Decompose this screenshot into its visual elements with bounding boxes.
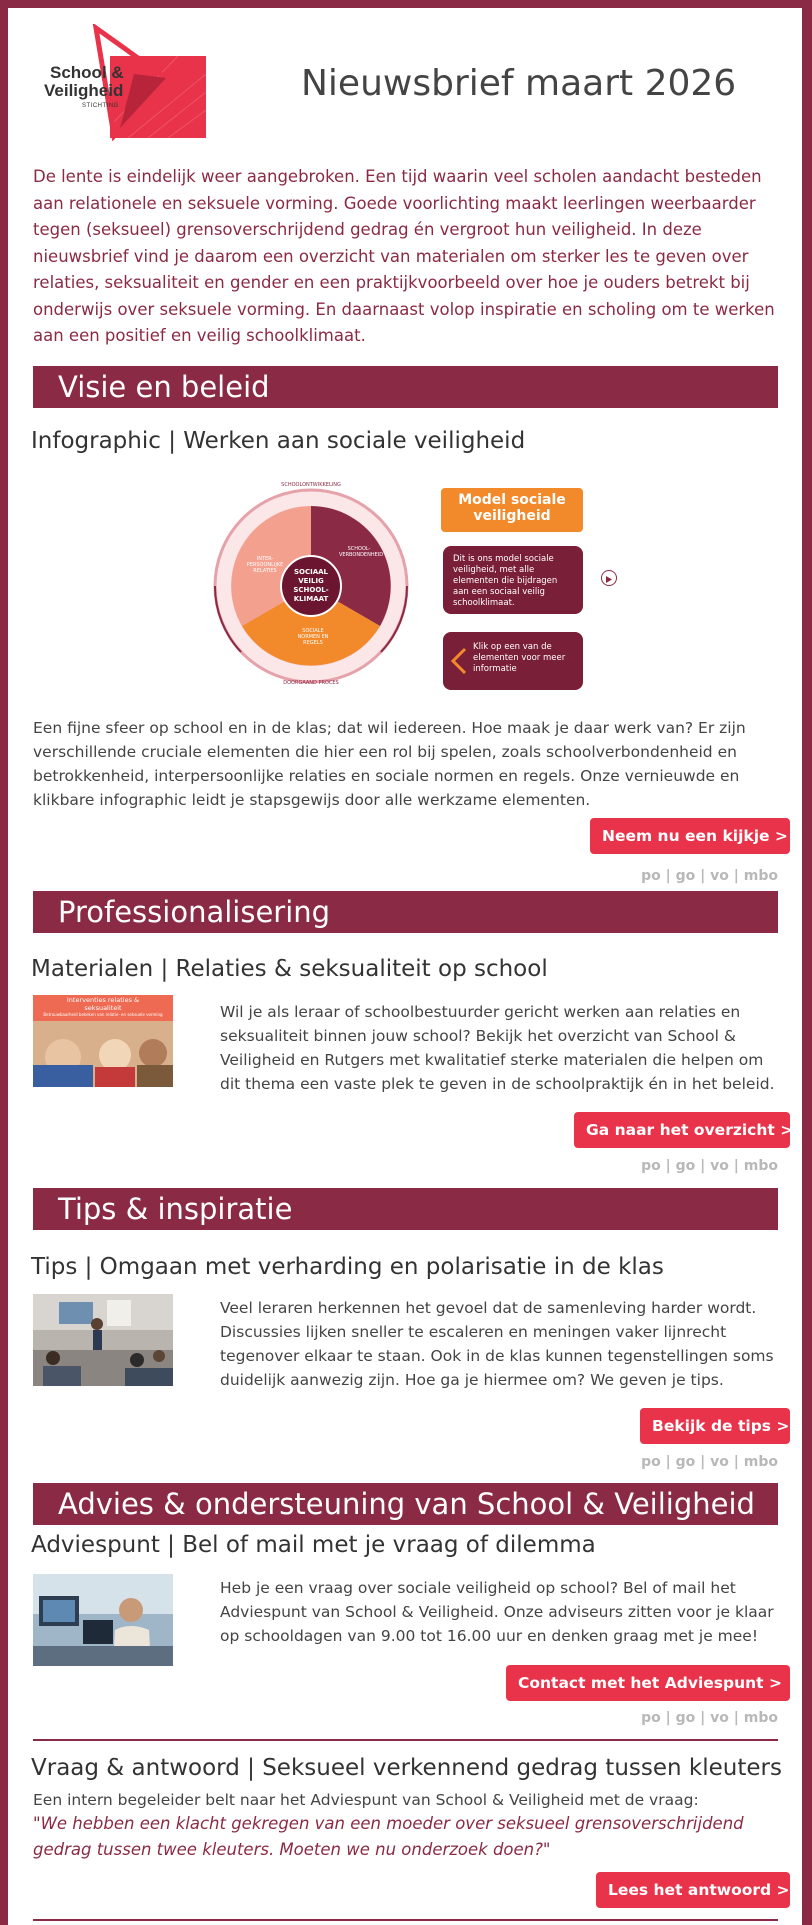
section5-lead: Een intern begeleider belt naar het Adviespunt van School & Veiligheid met de vraag: (33, 1791, 699, 1809)
model-box-click (443, 632, 583, 690)
page-title: Nieuwsbrief maart 2026 (301, 63, 737, 104)
logo-line2: Veiligheid (44, 81, 124, 100)
section-band-advies: Advies & ondersteuning van School & Veiligheid (33, 1483, 778, 1525)
intro-text: De lente is eindelijk weer aangebroken. Een tijd waarin veel scholen aandacht besteden aan relationele en seksuele vorming. Goede voorlichting maakt leerlingen weerbaarder tegen (seksueel) grensoverschrijdend gedrag én vergroot hun veiligheid. In deze nieuwsbrief vind je daarom een overzicht van materialen om sterker les te geven over relaties, seksualiteit en gender en een praktijkvoorbeeld over hoe je ouders betrekt bij onderwijs over seksuele vorming. En daarnaast volop inspiratie en scholing om te werken aan een positief en veilig schoolklimaat. (33, 167, 775, 345)
section5-quote: "We hebben een klacht gekregen van een moeder over seksueel grensoverschrijdend gedrag tussen twee kleuters. Moeten we nu onderzoek doen?" (33, 1814, 744, 1859)
newsletter-sheet (8, 8, 802, 1925)
button-overzicht[interactable]: Ga naar het overzicht > (574, 1112, 790, 1148)
thumb-sub: Betrouwbaarheid bekeken van relatie- en seksuele vorming (43, 1012, 163, 1017)
model-title: Model sociale veiligheid (441, 488, 583, 532)
model-box-click-text: Klik op een van de elementen voor meer informatie (473, 642, 566, 674)
section-band-professionalisering: Professionalisering (33, 891, 778, 933)
section-subtitle-tips: Tips | Omgaan met verharding en polarisatie in de klas (31, 1254, 664, 1280)
section4-body: Heb je een vraag over sociale veiligheid op school? Bel of mail het Adviespunt van School & Veiligheid. Onze adviseurs zitten voor je klaar op schooldagen van 9.00 tot 16.00 uur en denken graag met je mee! (220, 1579, 774, 1645)
button-lees-antwoord[interactable]: Lees het antwoord > (596, 1872, 790, 1908)
section1-body: Een fijne sfeer op school en in de klas; dat wil iedereen. Hoe maak je daar werk van? Er zijn verschillende cruciale elementen die hier een rol bij spelen, zoals schoolverbondenheid en betrokkenheid, interpersoonlijke relaties en sociale normen en regels. Onze vernieuwde en klikbare infographic leidt je stapsgewijs door alle werkzame elementen. (33, 719, 746, 809)
button-tips[interactable]: Bekijk de tips > (640, 1408, 790, 1444)
play-icon[interactable] (601, 570, 617, 586)
infographic[interactable] (211, 476, 626, 698)
materialen-thumbnail[interactable] (33, 995, 173, 1087)
logo-sub: STICHTING (82, 103, 119, 109)
wheel-ring-top: SCHOOLONTWIKKELING (281, 482, 341, 488)
wheel-seg-relaties[interactable]: INTER-PERSOONLIJKE RELATIES (246, 556, 284, 574)
arrow-left-icon (449, 646, 469, 676)
logo-line1: School & (50, 63, 124, 82)
section-band-tips: Tips & inspiratie (33, 1188, 778, 1230)
divider-top (33, 1739, 778, 1741)
button-bekijk-infographic[interactable]: Neem nu een kijkje > (590, 818, 790, 854)
section-subtitle-infographic: Infographic | Werken aan sociale veiligheid (31, 428, 526, 454)
wheel-seg-normen[interactable]: SOCIALE NORMEN EN REGELS (297, 628, 329, 646)
adviespunt-thumbnail[interactable] (33, 1574, 173, 1666)
section2-tags: po | go | vo | mbo (641, 1158, 778, 1174)
section1-tags: po | go | vo | mbo (641, 868, 778, 884)
wheel-ring-bottom: DOORGAAND PROCES (283, 680, 339, 686)
button-contact-adviespunt[interactable]: Contact met het Adviespunt > (506, 1665, 790, 1701)
section4-tags: po | go | vo | mbo (641, 1710, 778, 1726)
wheel-center[interactable]: SOCIAAL VEILIG SCHOOL-KLIMAAT (293, 568, 329, 603)
section3-tags: po | go | vo | mbo (641, 1454, 778, 1470)
divider-bottom (33, 1919, 778, 1921)
model-box-intro: Dit is ons model sociale veiligheid, met alle elementen die bijdragen aan een sociaal veilig schoolklimaat. (443, 546, 583, 614)
section-subtitle-adviespunt: Adviespunt | Bel of mail met je vraag of dilemma (31, 1532, 596, 1558)
tips-thumbnail[interactable] (33, 1294, 173, 1386)
wheel-seg-verbondenheid[interactable]: SCHOOL-VERBONDENHEID (339, 546, 384, 558)
thumb-title: Interventies relaties & seksualiteit (66, 996, 140, 1012)
logo[interactable] (38, 24, 210, 150)
section-band-visie: Visie en beleid (33, 366, 778, 408)
section3-body: Veel leraren herkennen het gevoel dat de samenleving harder wordt. Discussies lijken sneller te escaleren en meningen vaker lijnrecht tegenover elkaar te staan. Ook in de klas kunnen tegenstellingen soms duidelijk aanwezig zijn. Hoe ga je hiermee om? We geven je tips. (220, 1299, 774, 1389)
section2-body: Wil je als leraar of schoolbestuurder gericht werken aan relaties en seksualiteit binnen jouw school? Bekijk het overzicht van School & Veiligheid en Rutgers met kwalitatief sterke materialen die helpen om dit thema een vaste plek te geven in de schoolpraktijk én in het beleid. (220, 1003, 775, 1093)
section-subtitle-vraag-antwoord: Vraag & antwoord | Seksueel verkennend gedrag tussen kleuters (31, 1755, 782, 1781)
section-subtitle-materialen: Materialen | Relaties & seksualiteit op school (31, 956, 548, 982)
